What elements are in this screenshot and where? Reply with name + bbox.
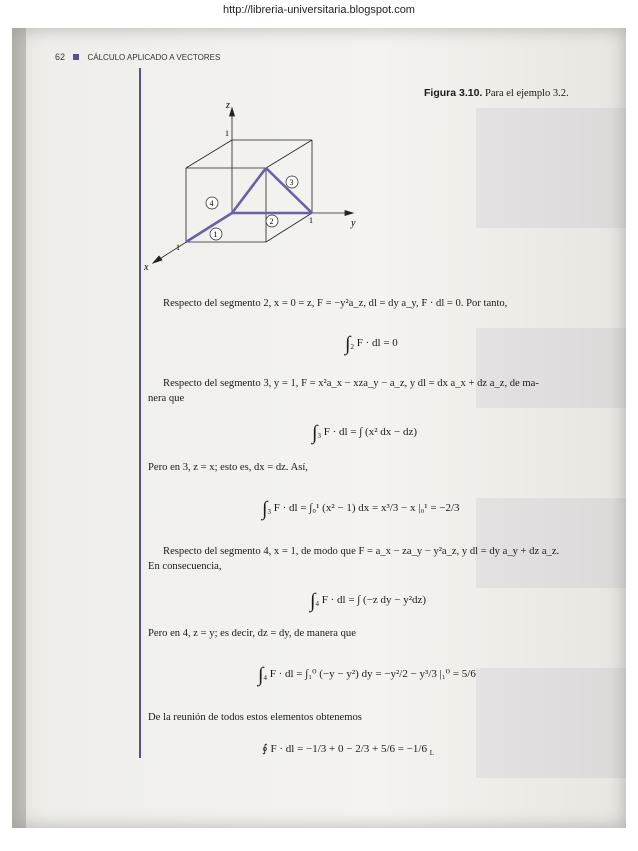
equation-segment-4 xyxy=(310,590,426,613)
segment-1-label: 1 xyxy=(213,230,218,239)
page-spine-shadow xyxy=(12,28,26,828)
paragraph-segment-3-cont: nera que xyxy=(148,393,185,404)
tick-y-label: 1 xyxy=(309,216,313,225)
page-number: 62 xyxy=(55,52,66,62)
equation-total xyxy=(262,742,434,757)
integral-symbol: ∫ xyxy=(345,333,351,355)
figure-caption-text: Para el ejemplo 3.2. xyxy=(484,88,569,99)
paragraph-segment-3: Respecto del segmento 3, y = 1, F = x²a_x − xza_y − a_z, y dl = dx a_x + dz a_z, de ma- xyxy=(163,378,539,389)
equation-body: F · dl = ∫ (−z dy − y²dz) xyxy=(321,594,427,606)
figure-caption xyxy=(424,87,569,99)
source-url[interactable]: http://libreria-universitaria.blogspot.com xyxy=(223,4,415,16)
axis-x-label: x xyxy=(144,262,149,273)
chapter-title: CÁLCULO APLICADO A VECTORES xyxy=(87,53,221,62)
paragraph-segment-4: Respecto del segmento 4, x = 1, de modo que F = a_x − za_y − y²a_z, y dl = dy a_y + dz a_z. xyxy=(163,546,560,557)
equation-segment-3-result xyxy=(262,498,460,521)
integral-symbol: ∫ xyxy=(312,422,318,444)
paragraph-substitution-3: Pero en 3, z = x; esto es, dx = dz. Así, xyxy=(148,462,308,473)
tick-z-label: 1 xyxy=(225,129,229,138)
cube-path-figure xyxy=(140,100,360,275)
figure-label: Figura 3.10. xyxy=(424,87,483,99)
equation-segment-4-result xyxy=(258,664,476,687)
paragraph-summary: De la reunión de todos estos elementos obtenemos xyxy=(148,712,362,723)
tick-x-label: 1 xyxy=(176,243,180,252)
integral-subscript: 2 xyxy=(350,343,354,351)
integral-symbol: ∫ xyxy=(262,498,268,520)
paragraph-segment-4-cont: En consecuencia, xyxy=(148,561,222,572)
running-header xyxy=(55,52,220,62)
equation-body: F · dl = ∫ (x² dx − dz) xyxy=(323,426,417,438)
show-through-band xyxy=(476,328,626,408)
equation-segment-2 xyxy=(345,333,398,356)
axis-y-label: y xyxy=(351,218,356,229)
segment-3-label: 3 xyxy=(289,178,294,187)
equation-segment-3 xyxy=(312,422,417,445)
integral-subscript: 4 xyxy=(315,600,319,608)
show-through-band xyxy=(476,498,626,588)
integral-subscript: 4 xyxy=(263,674,267,682)
equation-body: ∮ F · dl = −1/3 + 0 − 2/3 + 5/6 = −1/6 xyxy=(262,743,427,755)
integral-subscript: 3 xyxy=(267,508,271,516)
integral-symbol: ∫ xyxy=(310,590,316,612)
equation-body: F · dl = 0 xyxy=(356,337,398,349)
paragraph-segment-2: Respecto del segmento 2, x = 0 = z, F = −y²a_z, dl = dy a_y, F · dl = 0. Por tanto, xyxy=(163,298,508,309)
integral-subscript: 3 xyxy=(317,432,321,440)
integral-symbol: ∫ xyxy=(258,664,264,686)
paragraph-substitution-4: Pero en 4, z = y; es decir, dz = dy, de manera que xyxy=(148,628,356,639)
equation-body: F · dl = ∫₀¹ (x² − 1) dx = x³/3 − x |₀¹ = −2/3 xyxy=(273,502,460,514)
header-square-icon xyxy=(73,54,79,60)
segment-2-label: 2 xyxy=(269,217,274,226)
show-through-band xyxy=(476,668,626,778)
segment-4-label: 4 xyxy=(209,199,214,208)
show-through-band xyxy=(476,108,626,228)
equation-body: F · dl = ∫₁⁰ (−y − y²) dy = −y²/2 − y³/3 |₁⁰ = 5/6 xyxy=(269,668,476,680)
integral-subscript: L xyxy=(429,749,434,757)
axis-z-label: z xyxy=(226,100,230,111)
